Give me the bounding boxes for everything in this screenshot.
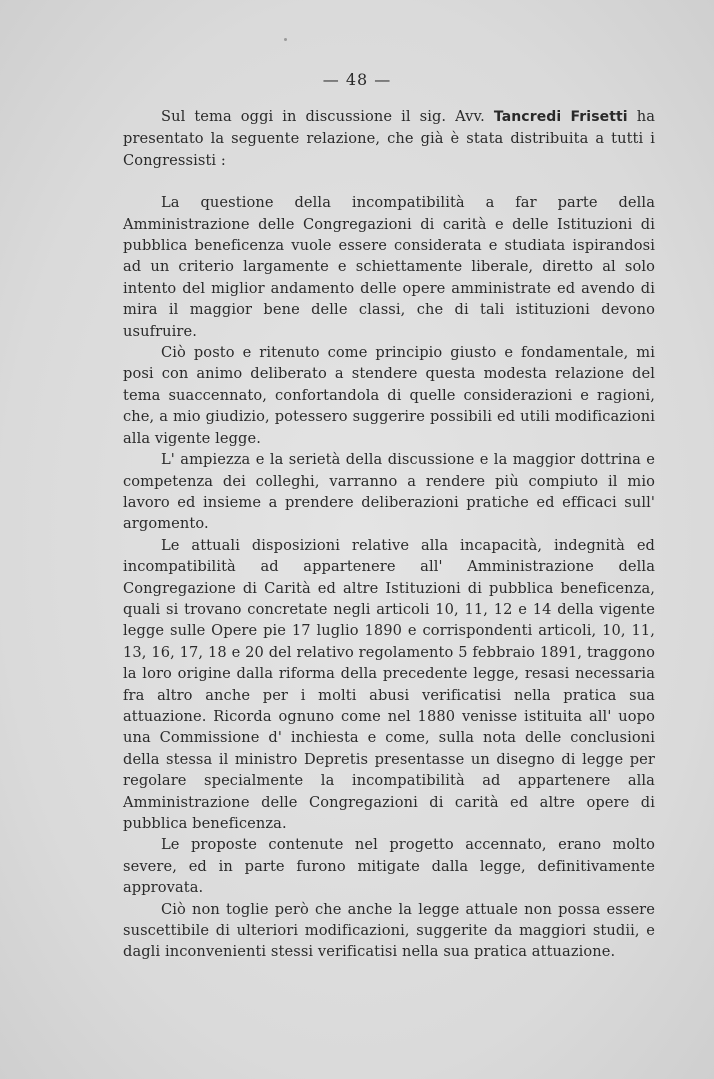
body-text bbox=[123, 106, 655, 963]
paragraph-3: L' ampiezza e la serietà della discussione e la maggior dottrina e competenza dei colleghi, varranno a rendere più compiuto il mio lavoro ed insieme a prendere deliberazioni pratiche ed efficaci sull' argomento. bbox=[123, 451, 655, 533]
page-number: — 48 — bbox=[322, 70, 392, 89]
paragraph-1: La questione della incompatibilità a far parte della Amministrazione delle Congregazioni di carità e delle Istituzioni di pubblica beneficenza vuole essere considerata e studiata ispirandosi ad un criterio largamente e schiettamente liberale, diretto al solo intento del miglior andamento delle opere amministrate ed avendo di mira il maggior bene delle classi, che di tali istituzioni devono usufruire. bbox=[123, 194, 655, 340]
paragraph-6: Ciò non toglie però che anche la legge attuale non possa essere suscettibile di ulteriori modificazioni, suggerite da maggiori studii, e dagli inconvenienti stessi verificatisi nella sua pratica attuazione. bbox=[123, 900, 655, 961]
ink-speck bbox=[284, 38, 287, 41]
intro-text-before: Sul tema oggi in discussione il sig. Avv. bbox=[161, 108, 494, 125]
speaker-name: Tancredi Frisetti bbox=[493, 109, 628, 125]
intro-text-after: ha presentato la seguente relazione, che già è stata distribuita a tutti i Congressisti : bbox=[123, 108, 655, 169]
paragraph-2: Ciò posto e ritenuto come principio giusto e fondamentale, mi posi con animo deliberato a stendere questa modesta relazione del tema suaccennato, confortandola di quelle considerazioni e ragioni, che, a mio giudizio, potessero suggerire possibili ed utili modificazioni alla vigente legge. bbox=[123, 344, 655, 447]
paragraph-5: Le proposte contenute nel progetto accennato, erano molto severe, ed in parte furono mitigate dalla legge, definitivamente approvata. bbox=[123, 836, 655, 897]
paragraph-4: Le attuali disposizioni relative alla incapacità, indegnità ed incompatibilità ad appartenere all' Amministrazione della Congregazione di Carità ed altre Istituzioni di pubblica beneficenza, quali si trovano concretate negli articoli 10, 11, 12 e 14 della vigente legge sulle Opere pie 17 luglio 1890 e corrispondenti articoli, 10, 11, 13, 16, 17, 18 e 20 del relativo regolamento 5 febbraio 1891, traggono la loro origine dalla riforma della precedente legge, resasi necessaria fra altro anche per i molti abusi verificatisi nella pratica sua attuazione. Ricorda ognuno come nel 1880 venisse istituita all' uopo una Commissione d' inchiesta e come, sulla nota delle conclusioni della stessa il ministro Depretis presentasse un disegno di legge per regolare specialmente la incompatibilità ad appartenere alla Amministrazione delle Congregazioni di carità ed altre opere di pubblica beneficenza. bbox=[123, 536, 655, 832]
intro-paragraph bbox=[123, 106, 655, 171]
